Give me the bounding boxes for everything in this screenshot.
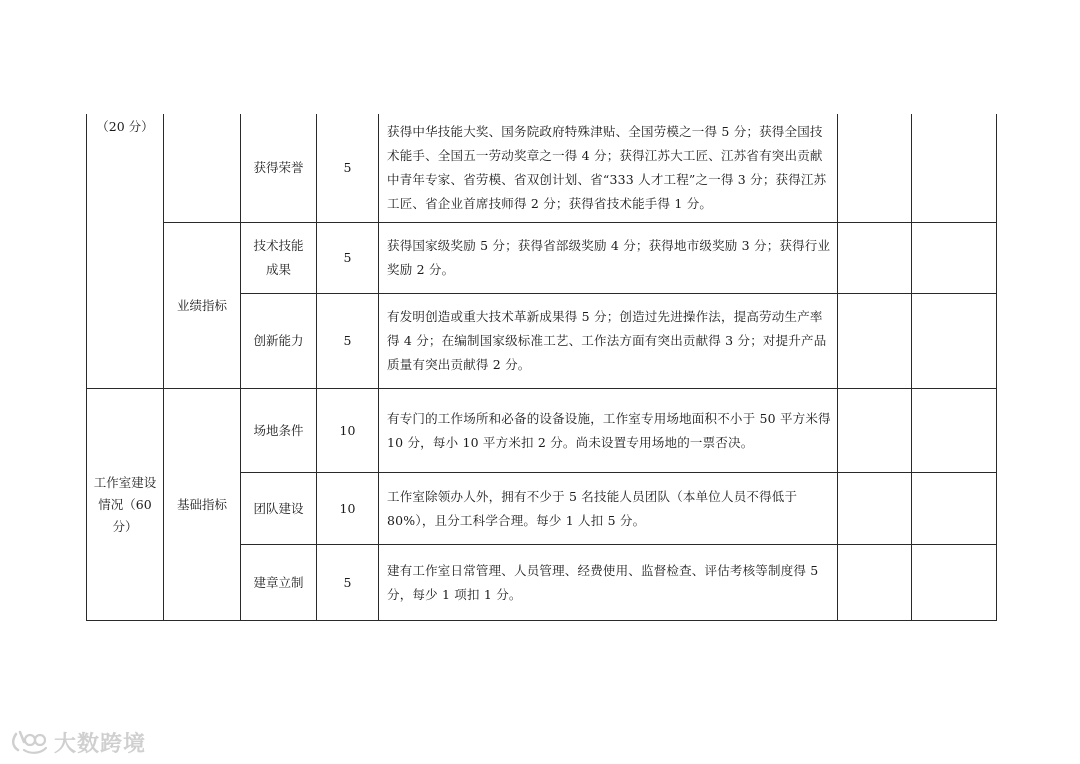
table-row — [87, 114, 997, 223]
criteria-text: 有发明创造或重大技术革新成果得 5 分；创造过先进操作法，提高劳动生产率得 4 分；在编制国家级标准工艺、工作法方面有突出贡献得 3 分；对提升产品质量有突出贡献得 2 分。 — [387, 309, 827, 372]
category-label: （20 分） — [96, 119, 154, 134]
blank-cell — [912, 389, 997, 473]
evaluation-table — [86, 114, 997, 621]
item-label: 获得荣誉 — [253, 160, 304, 175]
item-label: 创新能力 — [253, 333, 304, 348]
blank-cell — [838, 389, 912, 473]
item-cell — [241, 473, 317, 545]
score-value: 5 — [343, 250, 352, 265]
table-row — [87, 389, 997, 473]
score-cell — [317, 294, 379, 389]
item-cell — [241, 545, 317, 621]
indicator-label: 业绩指标 — [176, 297, 227, 313]
score-value: 10 — [339, 422, 356, 438]
item-label: 场地条件 — [253, 422, 304, 438]
blank-cell — [838, 294, 912, 389]
blank-cell — [838, 545, 912, 621]
criteria-cell — [379, 473, 838, 545]
criteria-cell — [379, 294, 838, 389]
blank-cell — [912, 223, 997, 294]
score-cell — [317, 545, 379, 621]
score-value: 5 — [343, 333, 352, 348]
criteria-text: 有专门的工作场所和必备的设备设施，工作室专用场地面积不小于 50 平方米得 10 分，每小 10 平方米扣 2 分。尚未设置专用场地的一票否决。 — [387, 410, 831, 450]
watermark — [10, 727, 146, 757]
item-cell — [241, 294, 317, 389]
score-cell — [317, 114, 379, 223]
criteria-cell — [379, 545, 838, 621]
item-label: 团队建设 — [253, 500, 304, 516]
indicator-cell — [164, 389, 241, 621]
score-value: 10 — [339, 500, 356, 516]
item-cell — [241, 389, 317, 473]
score-value: 5 — [343, 160, 352, 175]
item-cell — [241, 223, 317, 294]
category-cell — [87, 389, 164, 621]
criteria-text: 工作室除领办人外，拥有不少于 5 名技能人员团队（本单位人员不得低于 80%），且分工科学合理。每少 1 人扣 5 分。 — [387, 488, 798, 528]
criteria-text: 获得国家级奖励 5 分；获得省部级奖励 4 分；获得地市级奖励 3 分；获得行业奖励 2 分。 — [387, 238, 831, 277]
blank-cell — [838, 223, 912, 294]
score-cell — [317, 473, 379, 545]
score-cell — [317, 389, 379, 473]
score-cell — [317, 223, 379, 294]
indicator-cell-empty — [164, 114, 241, 223]
category-cell — [87, 114, 164, 389]
blank-cell — [912, 114, 997, 223]
blank-cell — [912, 473, 997, 545]
item-label: 技术技能成果 — [253, 238, 304, 277]
criteria-cell — [379, 114, 838, 223]
blank-cell — [838, 114, 912, 223]
indicator-label: 基础指标 — [176, 496, 227, 512]
item-label: 建章立制 — [253, 574, 304, 590]
indicator-cell — [164, 223, 241, 389]
criteria-cell — [379, 389, 838, 473]
blank-cell — [838, 473, 912, 545]
brand-logo-icon — [10, 728, 50, 756]
item-cell — [241, 114, 317, 223]
blank-cell — [912, 294, 997, 389]
watermark-text: 大数跨境 — [54, 731, 147, 757]
category-label: 工作室建设情况（60 分） — [93, 474, 157, 534]
criteria-text: 建有工作室日常管理、人员管理、经费使用、监督检查、评估考核等制度得 5 分，每少 1 项扣 1 分。 — [387, 562, 819, 602]
blank-cell — [912, 545, 997, 621]
criteria-cell — [379, 223, 838, 294]
score-value: 5 — [343, 574, 352, 590]
criteria-text: 获得中华技能大奖、国务院政府特殊津贴、全国劳模之一得 5 分；获得全国技术能手、全国五一劳动奖章之一得 4 分；获得江苏大工匠、江苏省有突出贡献中青年专家、省劳模、省双创计划、省“333 人才工程”之一得 3 分；获得江苏工匠、省企业首席技师得 2 分；获得省技术能手得 1 分。 — [387, 124, 827, 211]
table-row — [87, 223, 997, 294]
